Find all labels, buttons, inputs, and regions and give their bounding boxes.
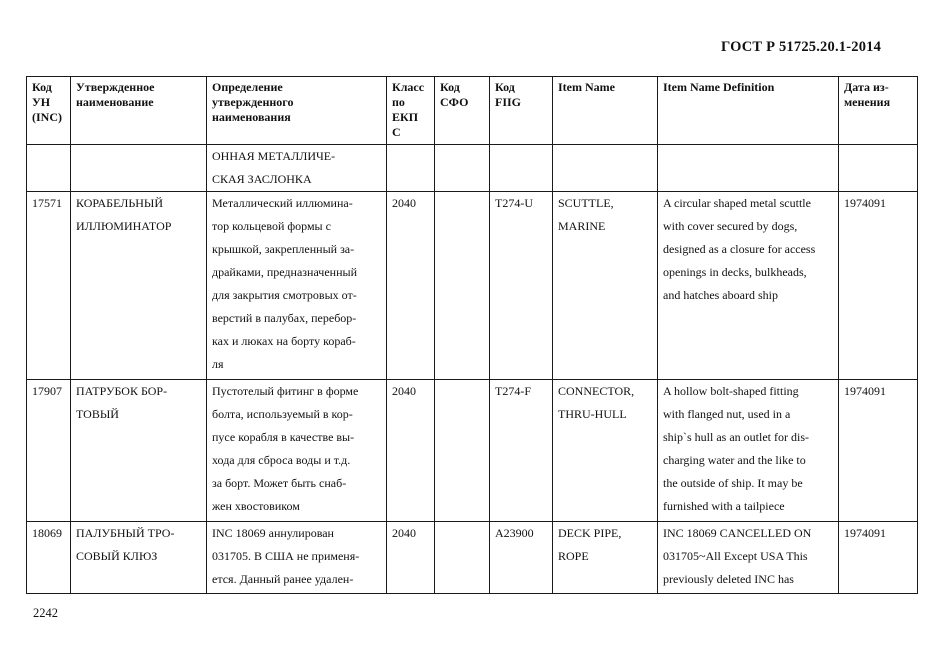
column-header-fiig: Код FIIG [490,77,553,145]
cell-item-name-definition: INC 18069 CANCELLED ON 031705~All Except USA This previously deleted INC has [658,522,839,594]
cell-fiig [490,145,553,192]
column-header-item-name-definition: Item Name Definition [658,77,839,145]
table-row [27,192,918,380]
cell-approved-name: ПАТРУБОК БОР- ТОВЫЙ [71,380,207,522]
cell-definition: INC 18069 аннулирован 031705. В США не применя- ется. Данный ранее удален- [207,522,387,594]
cell-approved-name: КОРАБЕЛЬНЫЙ ИЛЛЮМИНАТОР [71,192,207,380]
table-row [27,522,918,594]
cell-change-date: 1974091 [839,522,918,594]
cell-inc: 17907 [27,380,71,522]
cell-class: 2040 [387,380,435,522]
column-header-definition: Определение утвержденного наименования [207,77,387,145]
page-number: 2242 [33,606,58,620]
document-header: ГОСТ Р 51725.20.1-2014 [721,39,882,55]
cell-inc: 18069 [27,522,71,594]
column-header-class: Класс по ЕКП С [387,77,435,145]
cell-item-name: SCUTTLE, MARINE [553,192,658,380]
cell-sfo [435,192,490,380]
cell-item-name-definition [658,145,839,192]
cell-item-name [553,145,658,192]
cell-change-date [839,145,918,192]
cell-sfo [435,145,490,192]
cell-class: 2040 [387,522,435,594]
cell-inc [27,145,71,192]
column-header-change-date: Дата из- менения [839,77,918,145]
table-row [27,145,918,192]
cell-item-name: CONNECTOR, THRU-HULL [553,380,658,522]
cell-class [387,145,435,192]
cell-definition: Пустотелый фитинг в форме болта, используемый в кор- пусе корабля в качестве вы- хода для сброса воды и т.д. за борт. Может быть снаб- жен хвостовиком [207,380,387,522]
cell-fiig: T274-F [490,380,553,522]
cell-sfo [435,380,490,522]
column-header-item-name: Item Name [553,77,658,145]
column-header-approved-name: Утвержденное наименование [71,77,207,145]
cell-item-name-definition: A hollow bolt-shaped fitting with flanged nut, used in a ship`s hull as an outlet for dis- charging water and the like to the outside of ship. It may be furnished with a tailpiece [658,380,839,522]
cell-approved-name [71,145,207,192]
table-header-row [27,77,918,145]
column-header-inc: Код УН (INC) [27,77,71,145]
column-header-sfo: Код СФО [435,77,490,145]
cell-change-date: 1974091 [839,380,918,522]
cell-change-date: 1974091 [839,192,918,380]
cell-definition: ОННАЯ МЕТАЛЛИЧЕ- СКАЯ ЗАСЛОНКА [207,145,387,192]
cell-class: 2040 [387,192,435,380]
catalog-table [26,76,918,594]
cell-definition: Металлический иллюмина- тор кольцевой формы с крышкой, закрепленный за- драйками, предназначенный для закрытия смотровых от- верстий в палубах, перебор- ках и люках на борту кораб- ля [207,192,387,380]
cell-fiig: T274-U [490,192,553,380]
cell-approved-name: ПАЛУБНЫЙ ТРО- СОВЫЙ КЛЮЗ [71,522,207,594]
table-row [27,380,918,522]
cell-inc: 17571 [27,192,71,380]
cell-item-name-definition: A circular shaped metal scuttle with cover secured by dogs, designed as a closure for access openings in decks, bulkheads, and hatches aboard ship [658,192,839,380]
cell-item-name: DECK PIPE, ROPE [553,522,658,594]
cell-sfo [435,522,490,594]
cell-fiig: A23900 [490,522,553,594]
